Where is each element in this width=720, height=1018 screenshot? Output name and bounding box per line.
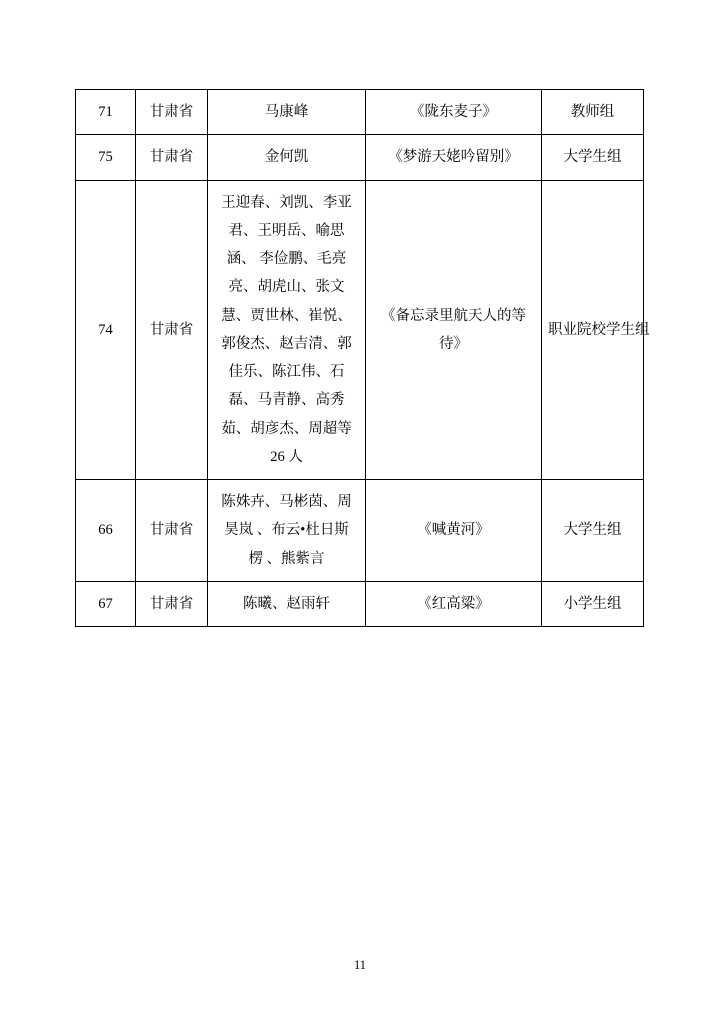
entries-table-container	[75, 89, 650, 627]
row-number: 75	[76, 135, 136, 180]
row-province: 甘肃省	[136, 135, 208, 180]
row-names: 王迎春、刘凯、李亚君、王明岳、喻思涵、 李俭鹏、毛亮亮、胡虎山、张文慧、贾世林、崔悦、郭俊杰、赵吉清、郭佳乐、陈江伟、石磊、马青静、高秀茹、胡彦杰、周超等 26 人	[208, 180, 366, 480]
row-names: 马康峰	[208, 90, 366, 135]
row-group: 职业院校学生组	[542, 180, 644, 480]
table-row	[76, 480, 644, 582]
table-row	[76, 581, 644, 626]
row-work: 《陇东麦子》	[366, 90, 542, 135]
row-province: 甘肃省	[136, 90, 208, 135]
row-province: 甘肃省	[136, 581, 208, 626]
row-province: 甘肃省	[136, 180, 208, 480]
row-group: 大学生组	[542, 135, 644, 180]
table-row	[76, 180, 644, 480]
row-number: 67	[76, 581, 136, 626]
row-province: 甘肃省	[136, 480, 208, 582]
row-group: 小学生组	[542, 581, 644, 626]
row-group: 教师组	[542, 90, 644, 135]
row-names: 金何凯	[208, 135, 366, 180]
table-row	[76, 90, 644, 135]
row-work: 《梦游天姥吟留别》	[366, 135, 542, 180]
row-number: 71	[76, 90, 136, 135]
entries-table	[75, 89, 650, 627]
table-row	[76, 135, 644, 180]
row-group: 大学生组	[542, 480, 644, 582]
row-work: 《喊黄河》	[366, 480, 542, 582]
row-number: 74	[76, 180, 136, 480]
row-names: 陈曦、赵雨轩	[208, 581, 366, 626]
page-number: 11	[353, 958, 367, 972]
row-work: 《红高粱》	[366, 581, 542, 626]
row-names: 陈姝卉、马彬茵、周昊岚 、布云•杜日斯楞 、熊紫言	[208, 480, 366, 582]
row-work: 《备忘录里航天人的等待》	[366, 180, 542, 480]
row-number: 66	[76, 480, 136, 582]
